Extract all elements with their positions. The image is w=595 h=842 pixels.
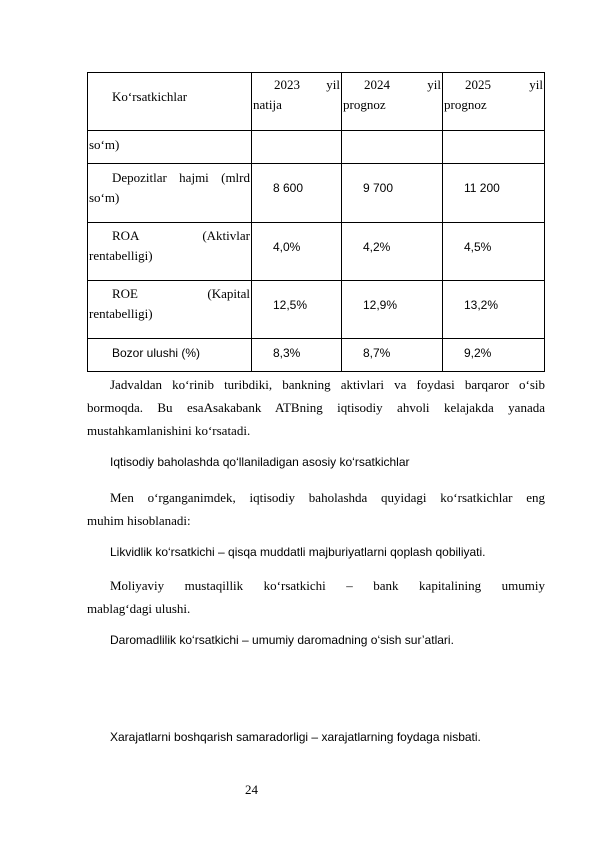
value-2023: 12,5% xyxy=(273,298,308,312)
paragraph-line: mustahkamlanishini ko‘rsatadi. xyxy=(87,423,251,438)
value-2023: 4,0% xyxy=(273,240,301,254)
paragraph-line: Jadvaldan ko‘rinib turibdiki, bankning aktivlari va foydasi barqaror o‘sib xyxy=(110,377,545,392)
value-2025: 13,2% xyxy=(464,298,499,312)
row-label-line1: Depozitlar hajmi (mlrd xyxy=(112,170,250,185)
table-cell xyxy=(342,164,443,223)
paragraph-table-summary xyxy=(87,373,545,442)
paragraph-line: Moliyaviy mustaqillik ko‘rsatkichi – bank kapitalining umumiy xyxy=(110,578,545,593)
table-cell xyxy=(88,164,252,223)
value-2025: 11 200 xyxy=(464,181,500,195)
paragraph-profitability: Daromadlilik ko‘rsatkichi – umumiy daromadning o‘sish sur’atlari. xyxy=(110,633,454,647)
row-label: Bozor ulushi (%) xyxy=(112,346,201,360)
value-2025: 9,2% xyxy=(464,346,492,360)
value-2023: 8 600 xyxy=(273,181,304,195)
paragraph-intro xyxy=(87,486,545,532)
table-cell xyxy=(342,339,443,372)
table-row xyxy=(88,281,545,339)
table-cell xyxy=(88,281,252,339)
table-cell xyxy=(342,131,443,164)
row0-label: so‘m) xyxy=(89,137,120,152)
table-header-row xyxy=(88,73,545,131)
table-row xyxy=(88,339,545,372)
table-cell xyxy=(88,339,252,372)
row-label-line1: ROE (Kapital xyxy=(112,286,250,301)
table-row xyxy=(88,131,545,164)
header-indicators-label: Ko‘rsatkichlar xyxy=(112,89,188,104)
table-cell xyxy=(88,131,252,164)
header-2023-year: 2023 yil xyxy=(274,77,340,92)
table-cell xyxy=(252,281,342,339)
header-2025 xyxy=(443,73,545,131)
paragraph-line: muhim hisoblanadi: xyxy=(87,513,191,528)
table-cell xyxy=(443,131,545,164)
header-2025-type: prognoz xyxy=(444,97,487,112)
table-cell xyxy=(443,281,545,339)
table-cell xyxy=(443,223,545,281)
value-2024: 12,9% xyxy=(363,298,398,312)
value-2023: 8,3% xyxy=(273,346,301,360)
page-number: 24 xyxy=(245,782,258,797)
value-2024: 4,2% xyxy=(363,240,391,254)
header-2024-type: prognoz xyxy=(343,97,386,112)
header-2023 xyxy=(252,73,342,131)
row-label-line2: rentabelligi) xyxy=(89,248,153,263)
table-cell xyxy=(252,131,342,164)
table-cell xyxy=(252,339,342,372)
table-cell xyxy=(443,164,545,223)
paragraph-liquidity: Likvidlik ko‘rsatkichi – qisqa muddatli majburiyatlarni qoplash qobiliyati. xyxy=(110,545,486,559)
indicators-table xyxy=(87,72,545,372)
header-2025-year: 2025 yil xyxy=(465,77,543,92)
paragraph-line: Men o‘rganganimdek, iqtisodiy baholashda quyidagi ko‘rsatkichlar eng xyxy=(110,490,545,505)
table-cell xyxy=(88,223,252,281)
table-row xyxy=(88,223,545,281)
paragraph-expenses: Xarajatlarni boshqarish samaradorligi – xarajatlarning foydaga nisbati. xyxy=(110,730,481,744)
table-cell xyxy=(252,164,342,223)
paragraph-line: mablag‘dagi ulushi. xyxy=(87,601,191,616)
header-2024-year: 2024 yil xyxy=(364,77,441,92)
table-cell xyxy=(342,281,443,339)
paragraph-line: bormoqda. Bu esaAsakabank ATBning iqtisodiy ahvoli kelajakda yanada xyxy=(87,400,545,415)
section-heading: Iqtisodiy baholashda qo‘llaniladigan asosiy ko‘rsatkichlar xyxy=(110,455,410,469)
header-indicators xyxy=(88,73,252,131)
paragraph-independence xyxy=(87,574,545,620)
value-2024: 8,7% xyxy=(363,346,391,360)
header-2023-type: natija xyxy=(253,97,282,112)
table-cell xyxy=(443,339,545,372)
row-label-line1: ROA (Aktivlar xyxy=(112,228,250,243)
row-label-line2: so‘m) xyxy=(89,190,120,205)
header-2024 xyxy=(342,73,443,131)
table-row xyxy=(88,164,545,223)
value-2024: 9 700 xyxy=(363,181,394,195)
table-cell xyxy=(342,223,443,281)
table-cell xyxy=(252,223,342,281)
value-2025: 4,5% xyxy=(464,240,492,254)
row-label-line2: rentabelligi) xyxy=(89,306,153,321)
